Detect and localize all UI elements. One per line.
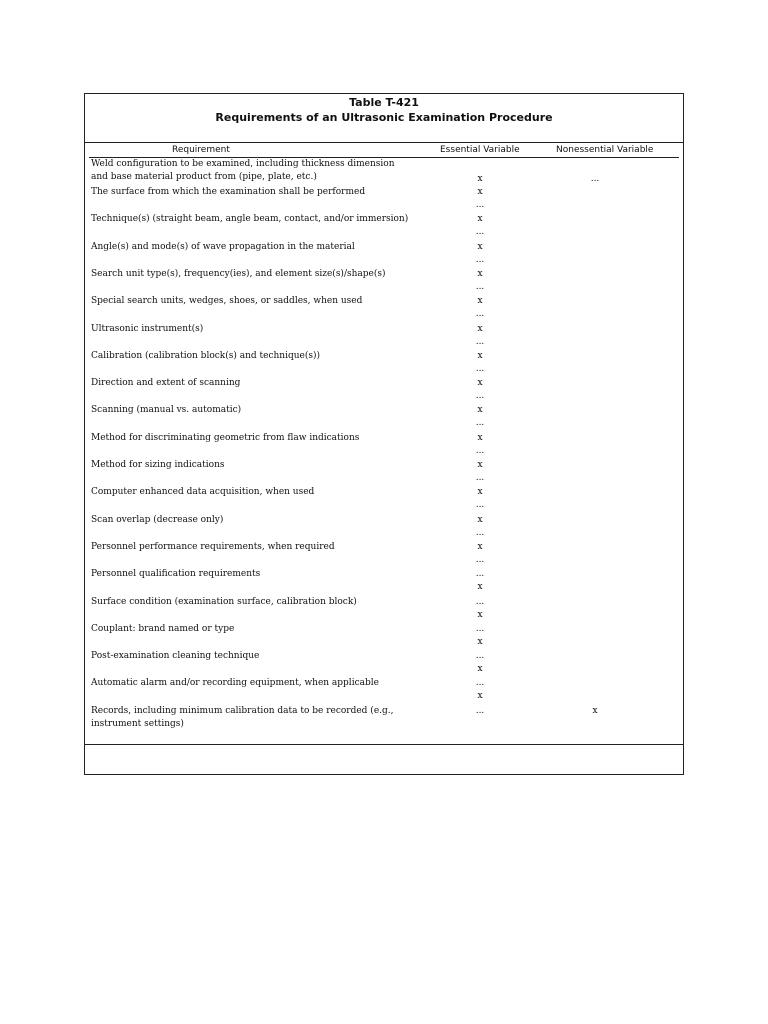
essential-mark: x: [477, 378, 483, 389]
essential-mark: ...: [475, 678, 485, 689]
essential-mark: x: [477, 514, 483, 525]
essential-mark: ...: [475, 281, 485, 292]
essential-mark: ...: [475, 391, 485, 402]
essential-mark: ...: [475, 500, 485, 511]
footer-rule: [85, 744, 683, 745]
essential-mark: x: [477, 609, 483, 620]
requirement-text: instrument settings): [91, 718, 184, 729]
essential-mark: x: [477, 187, 483, 197]
essential-mark: x: [477, 691, 483, 702]
essential-mark: x: [477, 405, 483, 416]
essential-mark: x: [477, 636, 483, 647]
essential-mark: ...: [475, 527, 485, 538]
requirement-text: Scanning (manual vs. automatic): [91, 405, 242, 416]
requirement-text: Special search units, wedges, shoes, or saddles, when used: [91, 296, 363, 307]
nonessential-mark: x: [592, 705, 598, 716]
requirement-text: Surface condition (examination surface, calibration block): [91, 596, 357, 607]
column-header-nonessential: Nonessential Variable: [556, 145, 654, 155]
requirement-text: Angle(s) and mode(s) of wave propagation in the material: [91, 241, 355, 252]
essential-mark: x: [477, 323, 483, 334]
essential-mark: ...: [475, 363, 485, 374]
requirement-text: Automatic alarm and/or recording equipment, when applicable: [91, 678, 379, 689]
essential-mark: x: [477, 268, 483, 279]
essential-mark: ...: [475, 200, 485, 210]
essential-mark: x: [477, 296, 483, 307]
essential-mark: x: [477, 241, 483, 252]
nonessential-mark: ...: [590, 174, 600, 184]
requirement-text: Post-examination cleaning technique: [91, 651, 260, 662]
table-frame: [84, 93, 684, 775]
requirement-text: Couplant: brand named or type: [91, 623, 235, 634]
requirement-text: Personnel performance requirements, when required: [91, 541, 335, 552]
table-title-area: [85, 94, 683, 143]
essential-mark: ...: [475, 596, 485, 607]
essential-mark: ...: [475, 445, 485, 456]
requirement-text: Weld configuration to be examined, including thickness dimension: [91, 159, 395, 169]
column-header-requirement: Requirement: [172, 145, 230, 155]
requirement-text: Scan overlap (decrease only): [91, 514, 224, 525]
requirement-text: Search unit type(s), frequency(ies), and element size(s)/shape(s): [91, 268, 386, 279]
essential-mark: ...: [475, 254, 485, 265]
essential-mark: ...: [475, 309, 485, 320]
requirement-text: Ultrasonic instrument(s): [91, 323, 204, 334]
essential-mark: ...: [475, 623, 485, 634]
essential-mark: x: [477, 541, 483, 552]
essential-mark: x: [477, 350, 483, 361]
requirement-text: Method for discriminating geometric from flaw indications: [91, 432, 360, 443]
essential-mark: ...: [475, 418, 485, 429]
essential-mark: ...: [475, 473, 485, 483]
table-title: Table T-421: [349, 96, 419, 109]
column-header-essential: Essential Variable: [440, 145, 520, 155]
requirement-text: Calibration (calibration block(s) and technique(s)): [91, 350, 321, 361]
requirement-text: and base material product from (pipe, plate, etc.): [91, 172, 317, 182]
essential-mark: x: [477, 487, 483, 498]
essential-mark: x: [477, 432, 483, 443]
essential-mark: x: [477, 214, 483, 225]
essential-mark: x: [477, 582, 483, 593]
essential-mark: ...: [475, 336, 485, 347]
essential-mark: ...: [475, 569, 485, 580]
essential-mark: x: [477, 460, 483, 470]
essential-mark: ...: [475, 651, 485, 662]
requirement-text: Computer enhanced data acquisition, when used: [91, 487, 315, 498]
essential-mark: x: [477, 664, 483, 675]
essential-mark: ...: [475, 227, 485, 238]
requirement-text: Method for sizing indications: [91, 460, 225, 470]
requirement-text: Records, including minimum calibration data to be recorded (e.g.,: [91, 705, 394, 716]
essential-mark: x: [477, 174, 483, 184]
requirement-text: The surface from which the examination shall be performed: [91, 187, 366, 197]
requirement-text: Technique(s) (straight beam, angle beam, contact, and/or immersion): [91, 214, 409, 225]
requirement-text: Direction and extent of scanning: [91, 378, 241, 389]
essential-mark: ...: [475, 554, 485, 565]
requirement-text: Personnel qualification requirements: [91, 569, 261, 580]
table-subtitle: Requirements of an Ultrasonic Examination Procedure: [215, 111, 553, 124]
essential-mark: ...: [475, 705, 485, 716]
